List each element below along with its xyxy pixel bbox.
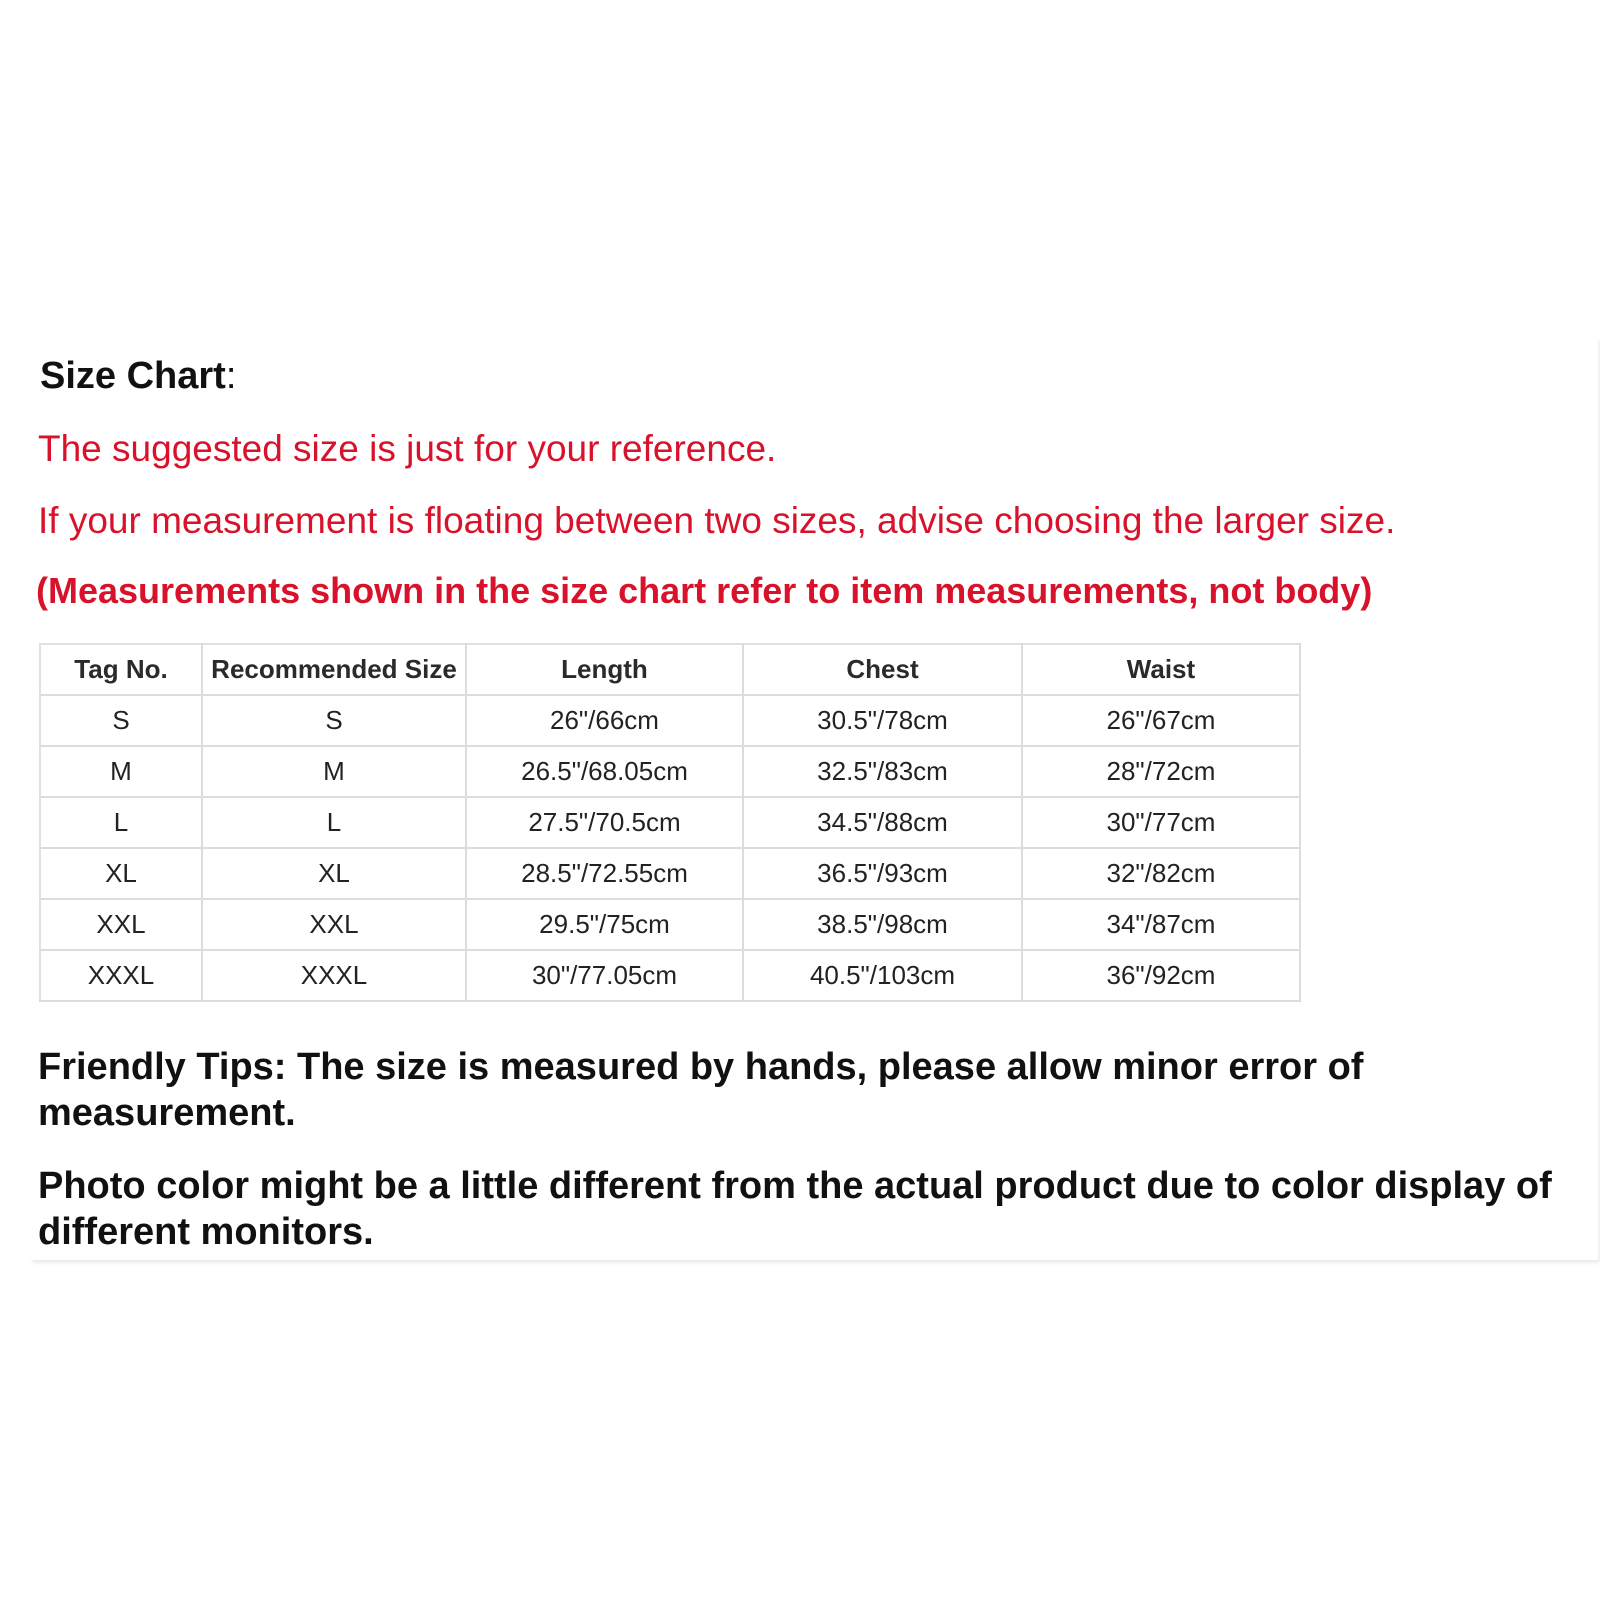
cell-chest: 38.5"/98cm: [743, 899, 1022, 950]
table-row: [40, 797, 1300, 848]
size-table: [39, 643, 1301, 1002]
title-colon: :: [225, 355, 237, 397]
cell-tag: M: [40, 746, 202, 797]
cell-recommended: M: [202, 746, 466, 797]
cell-waist: 36"/92cm: [1022, 950, 1300, 1001]
cell-tag: S: [40, 695, 202, 746]
cell-chest: 40.5"/103cm: [743, 950, 1022, 1001]
cell-tag: L: [40, 797, 202, 848]
cell-chest: 30.5"/78cm: [743, 695, 1022, 746]
cell-recommended: XXXL: [202, 950, 466, 1001]
cell-recommended: L: [202, 797, 466, 848]
header-length: Length: [466, 644, 743, 695]
cell-length: 30"/77.05cm: [466, 950, 743, 1001]
cell-tag: XXL: [40, 899, 202, 950]
cell-length: 26.5"/68.05cm: [466, 746, 743, 797]
cell-chest: 36.5"/93cm: [743, 848, 1022, 899]
header-recommended-size: Recommended Size: [202, 644, 466, 695]
table-row: [40, 899, 1300, 950]
header-waist: Waist: [1022, 644, 1300, 695]
cell-chest: 32.5"/83cm: [743, 746, 1022, 797]
cell-tag: XXXL: [40, 950, 202, 1001]
friendly-tips: Friendly Tips: The size is measured by hands, please allow minor error of measurement.: [38, 1046, 1364, 1134]
measurement-disclaimer: (Measurements shown in the size chart refer to item measurements, not body): [36, 570, 1373, 611]
table-row: [40, 950, 1300, 1001]
larger-size-advice: If your measurement is floating between two sizes, advise choosing the larger size.: [38, 500, 1396, 541]
header-tag-no: Tag No.: [40, 644, 202, 695]
cell-length: 29.5"/75cm: [466, 899, 743, 950]
cell-waist: 34"/87cm: [1022, 899, 1300, 950]
cell-length: 27.5"/70.5cm: [466, 797, 743, 848]
cell-length: 26"/66cm: [466, 695, 743, 746]
table-row: [40, 695, 1300, 746]
cell-tag: XL: [40, 848, 202, 899]
table-row: [40, 746, 1300, 797]
table-row: [40, 848, 1300, 899]
reference-note: The suggested size is just for your reference.: [38, 428, 777, 469]
cell-recommended: S: [202, 695, 466, 746]
cell-length: 28.5"/72.55cm: [466, 848, 743, 899]
photo-color-note: Photo color might be a little different from the actual product due to color display of different monitors.: [38, 1165, 1552, 1253]
table-header-row: [40, 644, 1300, 695]
header-chest: Chest: [743, 644, 1022, 695]
size-chart-title: [40, 355, 236, 398]
cell-recommended: XXL: [202, 899, 466, 950]
cell-waist: 28"/72cm: [1022, 746, 1300, 797]
cell-recommended: XL: [202, 848, 466, 899]
cell-waist: 30"/77cm: [1022, 797, 1300, 848]
cell-chest: 34.5"/88cm: [743, 797, 1022, 848]
cell-waist: 32"/82cm: [1022, 848, 1300, 899]
title-text: Size Chart: [40, 355, 226, 397]
cell-waist: 26"/67cm: [1022, 695, 1300, 746]
